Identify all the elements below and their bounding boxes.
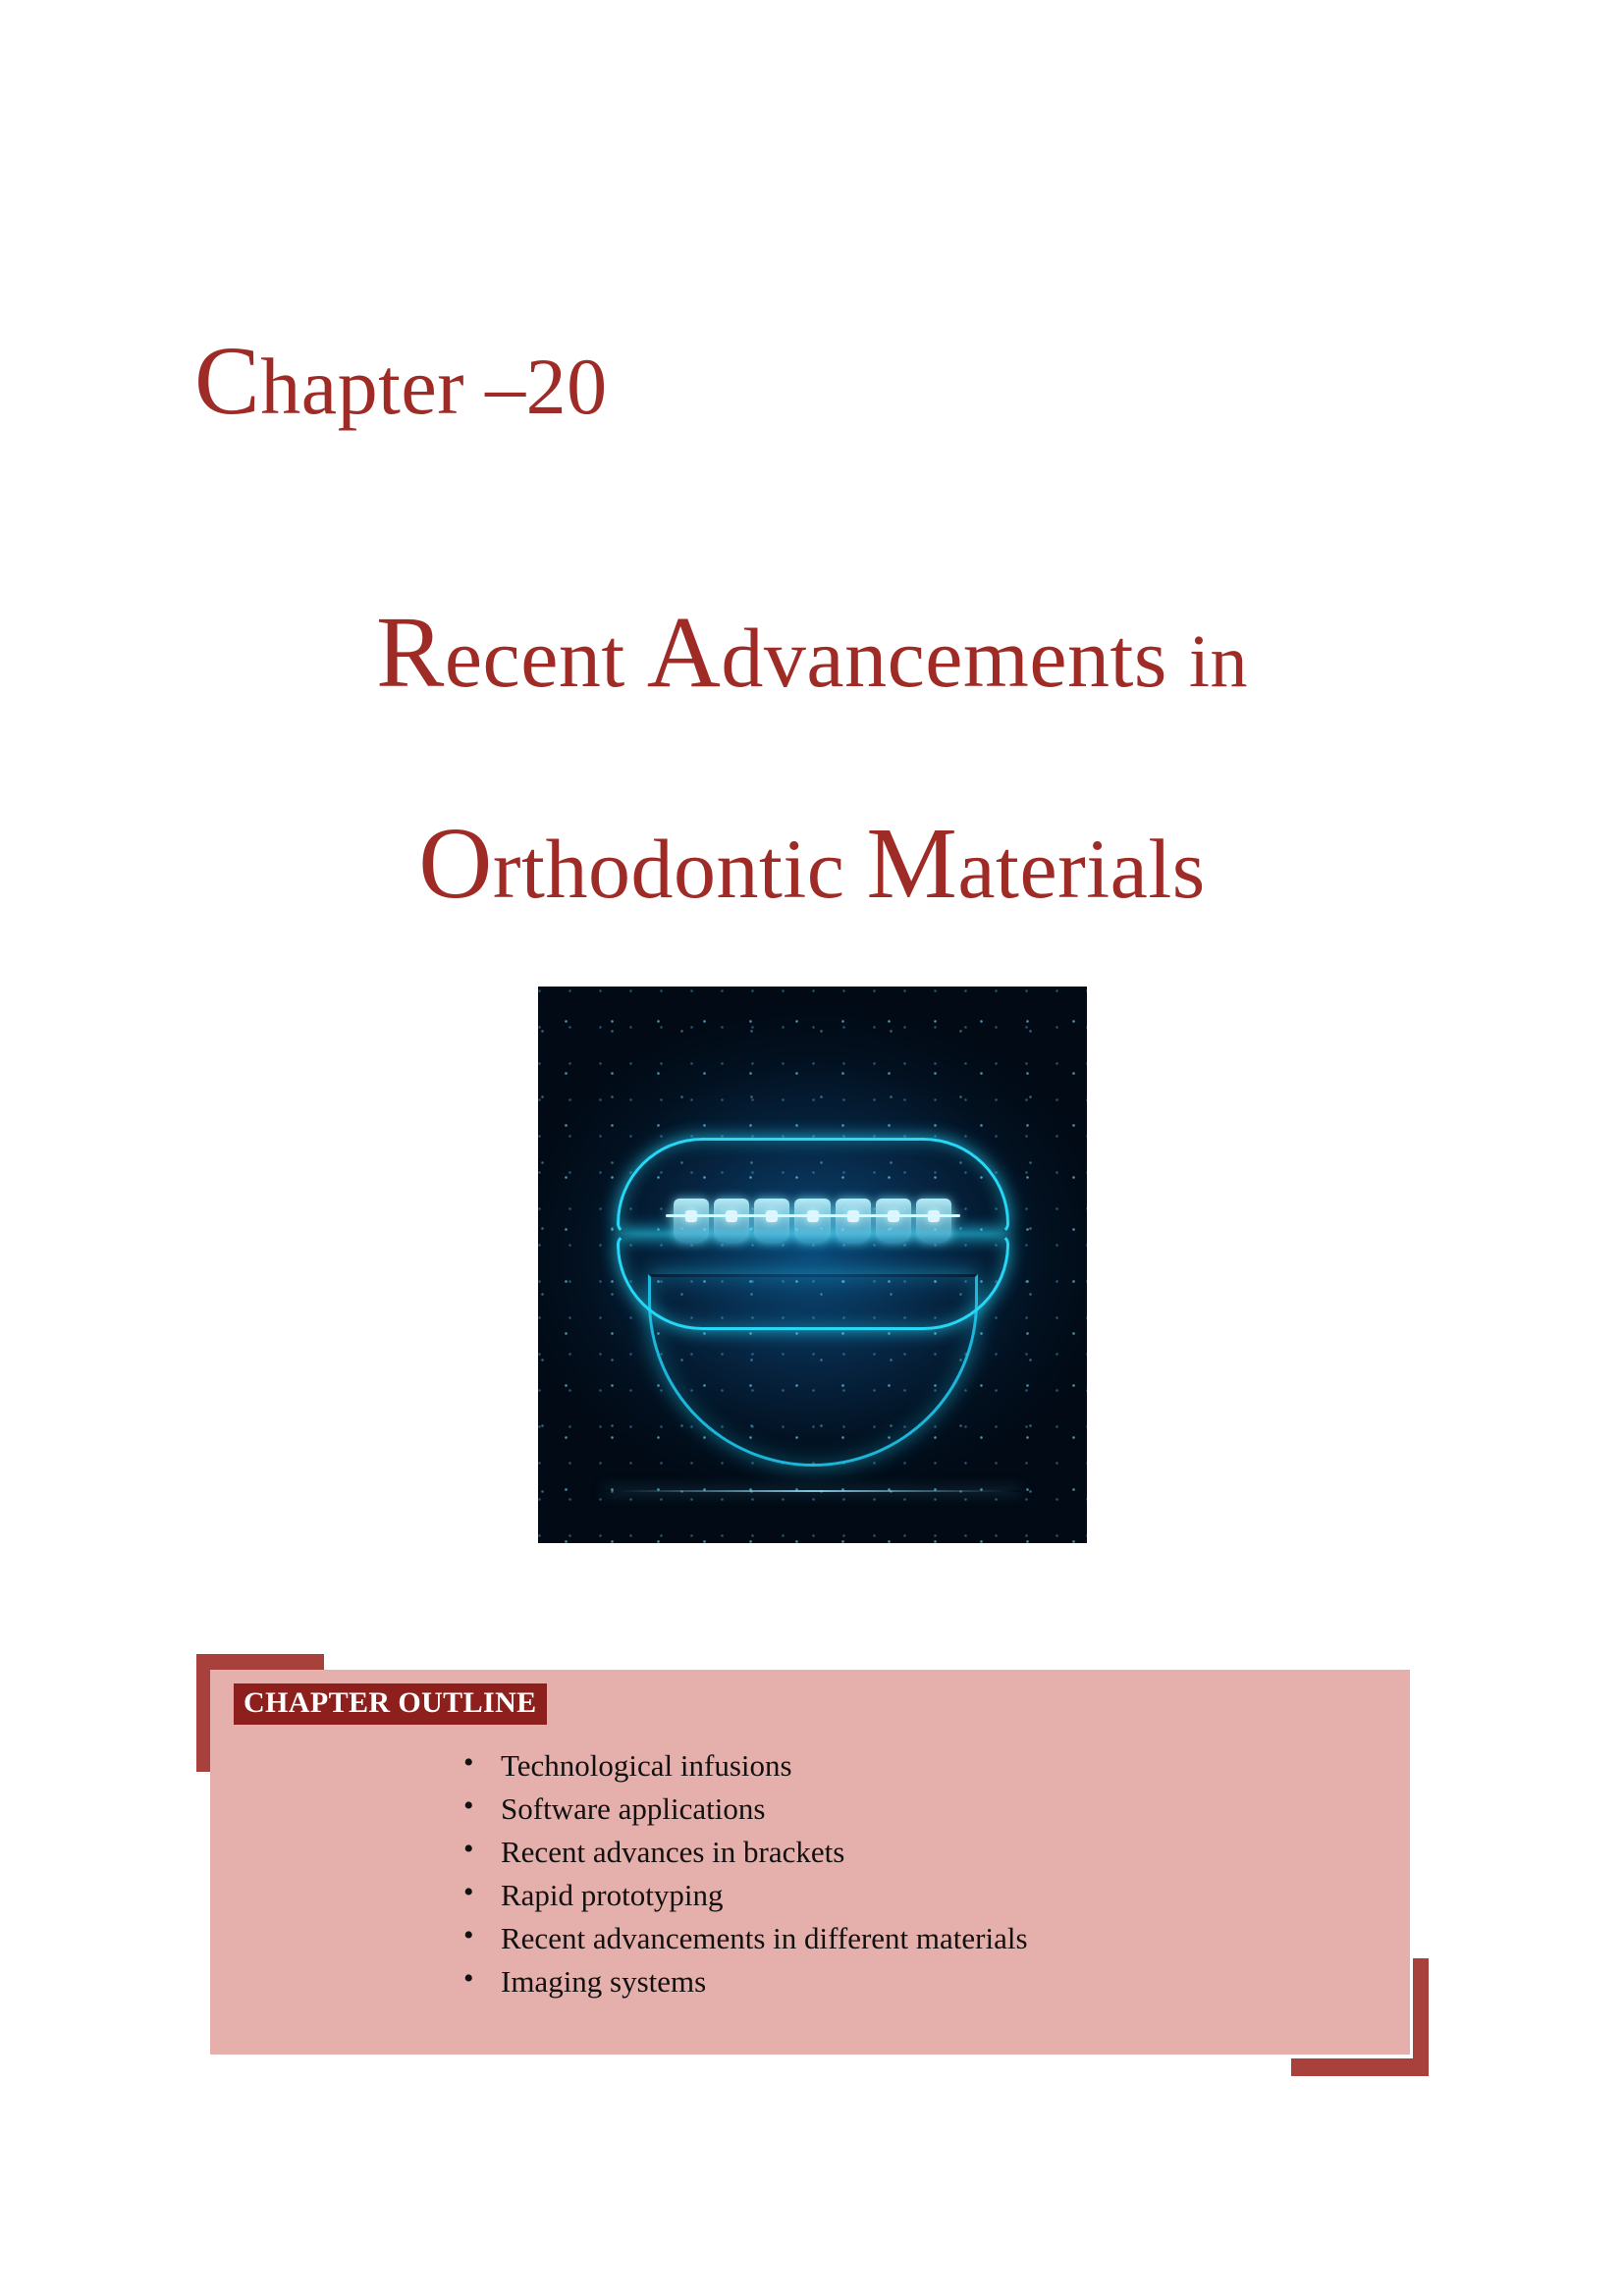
teeth-row: [674, 1199, 952, 1246]
title-text-aterials: aterials: [957, 822, 1206, 916]
list-item: • Recent advances in brackets: [456, 1831, 1028, 1874]
corner-accent-bottom: [1291, 2058, 1429, 2076]
tooth-bracket-icon: [714, 1199, 749, 1242]
outline-box: [210, 1670, 1410, 2055]
title-dropcap-o: O: [418, 807, 493, 920]
chapter-title-line-1: [0, 594, 1624, 711]
low-poly-glowing-mouth-with-braces-image: [538, 987, 1087, 1543]
list-item: • Recent advancements in different materials: [456, 1917, 1028, 1960]
archwire-line: [666, 1214, 960, 1217]
title-text-in: in: [1188, 620, 1248, 703]
mouth-shape: [617, 1138, 1009, 1324]
chapter-number: [194, 324, 608, 437]
title-text-ecent: ecent: [444, 611, 647, 705]
tooth-bracket-icon: [754, 1199, 789, 1242]
lower-lip-shape: [617, 1234, 1009, 1330]
chapter-number-dropcap: C: [194, 326, 261, 435]
chapter-number-text: hapter –20: [260, 342, 608, 431]
corner-accent-right: [1413, 1958, 1429, 2076]
tooth-bracket-icon: [794, 1199, 830, 1242]
tooth-bracket-icon: [674, 1199, 709, 1242]
chapter-title-line-2: [0, 805, 1624, 922]
chapter-outline-panel: [196, 1654, 1429, 2076]
list-item: • Software applications: [456, 1788, 1028, 1831]
reflection-line: [604, 1490, 1021, 1492]
list-item: • Imaging systems: [456, 1960, 1028, 2003]
outline-item-list: [456, 1744, 1028, 2003]
list-item: • Technological infusions: [456, 1744, 1028, 1788]
title-dropcap-a: A: [646, 596, 722, 709]
title-text-rthodontic: rthodontic: [492, 822, 867, 916]
title-text-dvancements: dvancements: [721, 611, 1189, 705]
tooth-bracket-icon: [876, 1199, 911, 1242]
outline-heading-badge: CHAPTER OUTLINE: [234, 1683, 547, 1725]
title-dropcap-m: M: [866, 807, 958, 920]
list-item: • Rapid prototyping: [456, 1874, 1028, 1917]
title-dropcap-r: R: [376, 596, 445, 709]
tooth-bracket-icon: [836, 1199, 871, 1242]
tooth-bracket-icon: [916, 1199, 951, 1242]
